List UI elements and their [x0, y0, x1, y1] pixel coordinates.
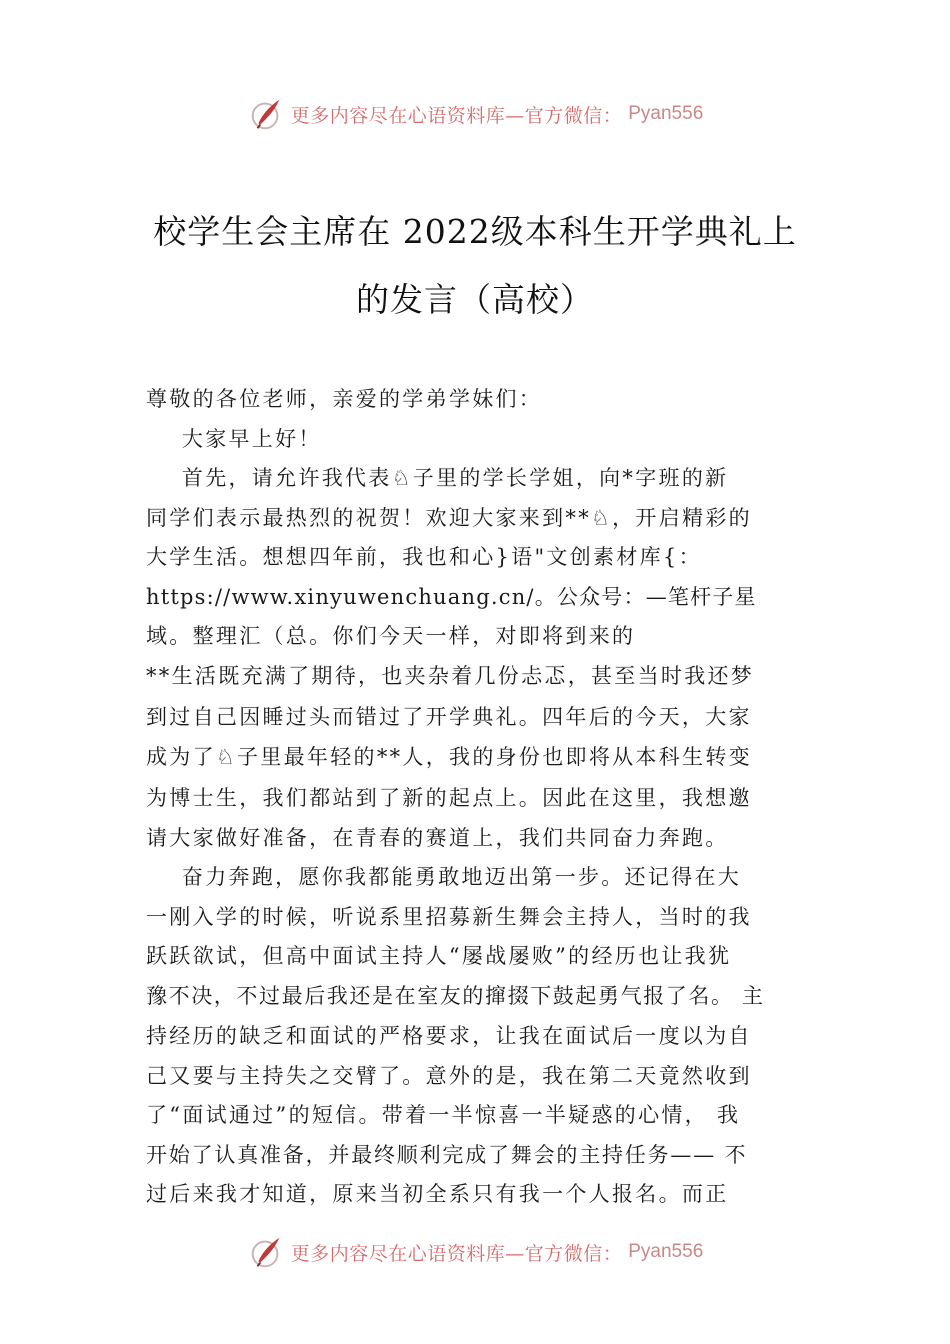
body-line: 开始了认真准备，并最终顺利完成了舞会的主持任务—— 不: [146, 1143, 748, 1167]
body-line: 为博士生，我们都站到了新的起点上。因此在这里，我想邀: [146, 786, 752, 810]
banner-text: 更多内容尽在心语资料库—官方微信：: [290, 104, 623, 127]
body-line: 己又要与主持失之交臂了。意外的是，我在第二天竟然收到: [146, 1064, 752, 1088]
body-line: 大学生活。想想四年前，我也和心}语"文创素材库{：: [146, 545, 702, 569]
quill-pen-logo-icon: [247, 95, 285, 133]
body-line: 持经历的缺乏和面试的严格要求，让我在面试后一度以为自: [146, 1024, 752, 1048]
body-line: 域。整理汇（总。你们今天一样，对即将到来的: [146, 624, 636, 648]
banner-wechat-id: Pyan556: [628, 1241, 704, 1262]
footer-banner: [0, 1232, 950, 1272]
document-title-line-1: 校学生会主席在 2022级本科生开学典礼上: [153, 212, 797, 251]
body-line: 奋力奔跑，愿你我都能勇敢地迈出第一步。还记得在大: [146, 865, 742, 889]
body-line: 请大家做好准备，在青春的赛道上，我们共同奋力奔跑。: [146, 826, 729, 850]
body-line: 到过自己因睡过头而错过了开学典礼。四年后的今天，大家: [146, 705, 752, 729]
body-line: 首先，请允许我代表♘子里的学长学姐，向*字班的新: [146, 466, 729, 490]
body-line: 过后来我才知道，原来当初全系只有我一个人报名。而正: [146, 1182, 729, 1206]
body-line: 跃跃欲试，但高中面试主持人“屡战屡败”的经历也让我犹: [146, 944, 732, 968]
body-line: 大家早上好！: [146, 427, 322, 451]
document-title-line-2: 的发言（高校）: [356, 280, 594, 319]
body-line: 一刚入学的时候，听说系里招募新生舞会主持人，当时的我: [146, 905, 752, 929]
body-line: 成为了♘子里最年轻的**人，我的身份也即将从本科生转变: [146, 745, 752, 769]
quill-pen-logo-icon: [247, 1233, 285, 1271]
body-line: 同学们表示最热烈的祝贺！欢迎大家来到**♘，开启精彩的: [146, 506, 752, 530]
header-banner: [0, 94, 950, 134]
banner-text: 更多内容尽在心语资料库—官方微信：: [290, 1242, 623, 1265]
body-line: 了“面试通过”的短信。带着一半惊喜一半疑惑的心情， 我: [146, 1103, 741, 1127]
body-line: 尊敬的各位老师，亲爱的学弟学妹们：: [146, 387, 543, 411]
body-line: https://www.xinyuwenchuang.cn/。公众号：—笔杆子星: [146, 585, 757, 609]
body-line: 豫不决，不过最后我还是在室友的撺掇下鼓起勇气报了名。 主: [146, 984, 765, 1008]
body-line: **生活既充满了期待，也夹杂着几份忐忑，甚至当时我还梦: [146, 664, 755, 688]
banner-wechat-id: Pyan556: [628, 103, 704, 124]
